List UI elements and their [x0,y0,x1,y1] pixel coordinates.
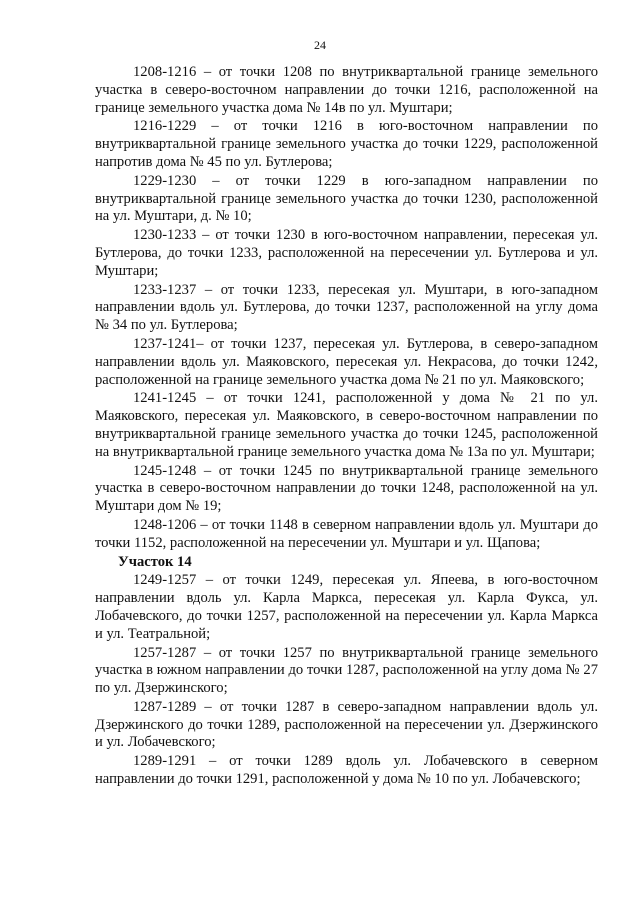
paragraph: 1233-1237 – от точки 1233, пересекая ул. Муштари, в юго-западном направлении вдоль ул. Бутлерова, до точки 1237, расположенной на углу дома № 34 по ул. Бутлерова; [95,281,598,334]
document-body [95,64,598,790]
paragraph: 1237-1241– от точки 1237, пересекая ул. Бутлерова, в северо-западном направлении вдоль ул. Маяковского, пересекая ул. Некрасова, до точки 1242, расположенной на границе земельного участка дома № 21 по ул. Маяковского; [95,335,598,388]
section-heading: Участок 14 [118,553,192,570]
page-number: 24 [314,38,326,52]
paragraph: 1208-1216 – от точки 1208 по внутриквартальной границе земельного участка в северо-восточном направлении до точки 1216, расположенной на границе земельного участка дома № 14в по ул. Муштари; [95,64,598,116]
paragraph: 1249-1257 – от точки 1249, пересекая ул. Япеева, в юго-восточном направлении вдоль ул. Карла Маркса, пересекая ул. Карла Фукса, ул. Лобачевского, до точки 1257, расположенной на пересечении ул. Карла Маркса и ул. Театральной; [95,572,598,642]
paragraph: 1245-1248 – от точки 1245 по внутриквартальной границе земельного участка в северо-восточном направлении до точки 1248, расположенной на ул. Муштари дом № 19; [95,462,598,515]
paragraph: 1229-1230 – от точки 1229 в юго-западном направлении по внутриквартальной границе земельного участка до точки 1230, расположенной на ул. Муштари, д. № 10; [95,172,598,225]
paragraph: 1257-1287 – от точки 1257 по внутриквартальной границе земельного участка в южном направлении до точки 1287, расположенной на углу дома № 27 по ул. Дзержинского; [95,644,598,697]
paragraph: 1287-1289 – от точки 1287 в северо-западном направлении вдоль ул. Дзержинского до точки 1289, расположенной на пересечении ул. Дзержинского и ул. Лобачевского; [95,698,598,751]
paragraph: 1241-1245 – от точки 1241, расположенной у дома № 21 по ул. Маяковского, пересекая ул. Маяковского, в северо-восточном направлении по внутриквартальной границе земельного участка до точки 1245, расположенной на внутриквартальной границе земельного участка дома № 13а по ул. Муштари; [95,390,598,460]
paragraph: 1248-1206 – от точки 1148 в северном направлении вдоль ул. Муштари до точки 1152, расположенной на пересечении ул. Муштари и ул. Щапова; [95,516,598,551]
paragraph: 1216-1229 – от точки 1216 в юго-восточном направлении по внутриквартальной границе земельного участка до точки 1229, расположенной напротив дома № 45 по ул. Бутлерова; [95,118,598,170]
paragraph: 1289-1291 – от точки 1289 вдоль ул. Лобачевского в северном направлении до точки 1291, расположенной у дома № 10 по ул. Лобачевского; [95,753,598,788]
paragraph: 1230-1233 – от точки 1230 в юго-восточном направлении, пересекая ул. Бутлерова, до точки 1233, расположенной на пересечении ул. Бутлерова и ул. Муштари; [95,227,598,279]
